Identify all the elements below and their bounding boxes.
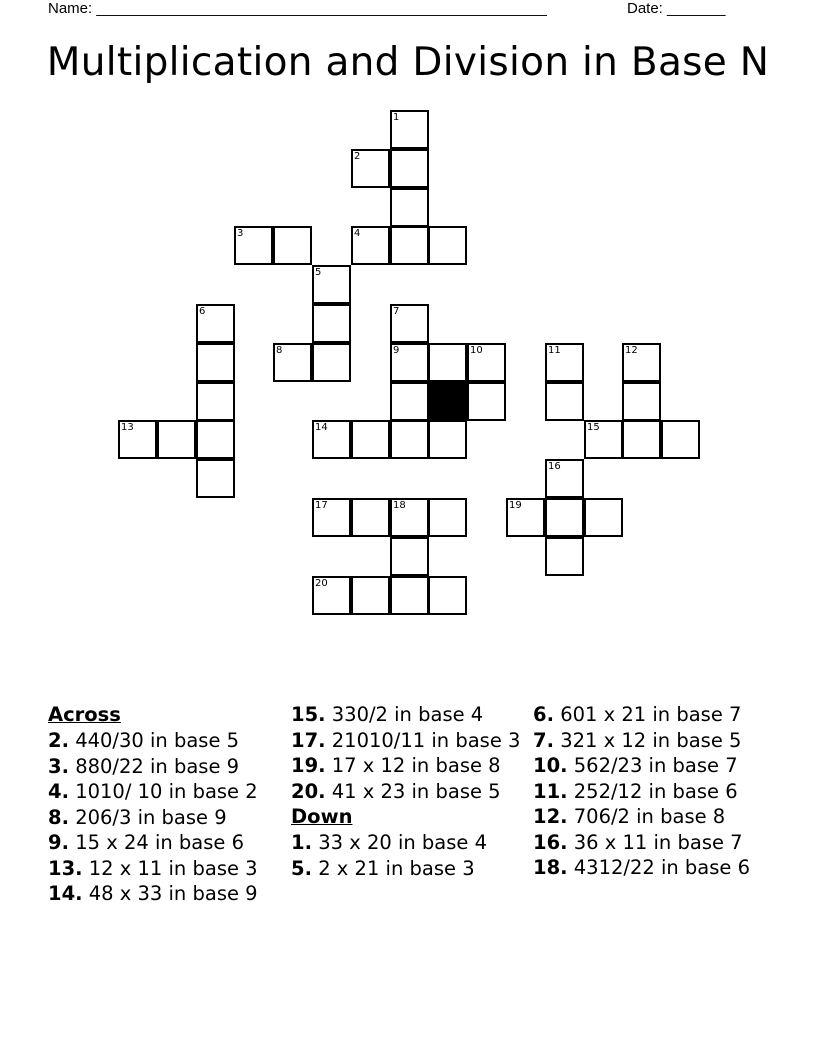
crossword-cell[interactable]: [622, 382, 661, 421]
clue-across-20: [291, 779, 526, 805]
crossword-cell[interactable]: [545, 498, 584, 537]
cell-number: 9: [393, 345, 400, 356]
crossword-cell[interactable]: [157, 420, 196, 459]
clue-column-2: [291, 702, 526, 881]
crossword-cell[interactable]: [351, 149, 390, 188]
crossword-cell[interactable]: [661, 420, 700, 459]
crossword-cell[interactable]: [622, 420, 661, 459]
crossword-cell[interactable]: [467, 343, 506, 382]
crossword-cell[interactable]: [428, 576, 467, 615]
clue-number: 16.: [533, 830, 568, 854]
crossword-cell[interactable]: [428, 498, 467, 537]
crossword-cell[interactable]: [118, 420, 157, 459]
clue-number: 7.: [533, 728, 554, 752]
crossword-cell[interactable]: [351, 498, 390, 537]
crossword-cell[interactable]: [390, 382, 429, 421]
clue-down-11: [533, 779, 758, 805]
clue-number: 14.: [48, 882, 83, 905]
clue-text: 880/22 in base 9: [75, 754, 240, 778]
crossword-cell[interactable]: [273, 343, 312, 382]
crossword-cell[interactable]: [467, 382, 506, 421]
clue-number: 20.: [291, 779, 326, 803]
crossword-cell[interactable]: [545, 459, 584, 498]
clue-text: 206/3 in base 9: [75, 805, 227, 829]
crossword-cell[interactable]: [390, 110, 429, 149]
clue-number: 8.: [48, 805, 69, 829]
crossword-cell[interactable]: [428, 420, 467, 459]
clue-text: 41 x 23 in base 5: [331, 779, 501, 803]
name-field-label: Name: ______________________________________________________: [48, 0, 547, 17]
down-heading: Down: [291, 805, 353, 828]
cell-number: 13: [121, 422, 134, 433]
crossword-cell[interactable]: [545, 537, 584, 576]
clue-column-3: [533, 702, 758, 881]
crossword-cell[interactable]: [390, 537, 429, 576]
crossword-cell[interactable]: [390, 343, 429, 382]
crossword-cell[interactable]: [196, 459, 235, 498]
crossword-cell[interactable]: [312, 576, 351, 615]
crossword-cell[interactable]: [584, 420, 623, 459]
crossword-cell[interactable]: [196, 420, 235, 459]
cell-number: 5: [315, 267, 322, 278]
clue-text: 562/23 in base 7: [573, 754, 738, 777]
clue-across-19: [291, 753, 526, 779]
crossword-cell[interactable]: [390, 188, 429, 227]
crossword-cell[interactable]: [312, 498, 351, 537]
crossword-cell[interactable]: [234, 226, 273, 265]
clue-text: 321 x 12 in base 5: [560, 728, 742, 752]
cell-number: 3: [237, 228, 244, 239]
clue-down-18: [533, 855, 758, 881]
clue-number: 2.: [48, 729, 69, 752]
across-heading: Across: [48, 703, 121, 726]
cell-number: 4: [354, 228, 361, 239]
clue-text: 36 x 11 in base 7: [573, 830, 743, 854]
crossword-cell[interactable]: [351, 226, 390, 265]
crossword-cell[interactable]: [390, 420, 429, 459]
date-field-label: Date: _______: [627, 0, 726, 17]
clue-text: 440/30 in base 5: [75, 729, 240, 752]
clue-number: 12.: [533, 805, 568, 828]
crossword-cell[interactable]: [622, 343, 661, 382]
crossword-cell[interactable]: [196, 382, 235, 421]
crossword-cell[interactable]: [312, 265, 351, 304]
cell-number: 6: [199, 306, 206, 317]
clue-number: 13.: [48, 856, 83, 880]
clue-text: 1010/ 10 in base 2: [75, 780, 258, 803]
clue-text: 48 x 33 in base 9: [88, 882, 258, 905]
clue-number: 3.: [48, 754, 69, 778]
clue-across-13: [48, 856, 283, 882]
clue-across-4: [48, 779, 283, 805]
clue-across-3: [48, 754, 283, 780]
crossword-cell[interactable]: [273, 226, 312, 265]
clue-number: 5.: [291, 856, 312, 880]
crossword-cell[interactable]: [545, 382, 584, 421]
crossword-cell[interactable]: [196, 343, 235, 382]
clue-across-14: [48, 881, 283, 907]
cell-number: 2: [354, 151, 361, 162]
cell-number: 18: [393, 500, 406, 511]
clue-text: 12 x 11 in base 3: [88, 856, 258, 880]
crossword-cell[interactable]: [428, 343, 467, 382]
cell-number: 12: [625, 345, 638, 356]
clue-text: 33 x 20 in base 4: [318, 831, 488, 854]
clue-number: 10.: [533, 754, 568, 777]
cell-number: 1: [393, 112, 400, 123]
clue-text: 2 x 21 in base 3: [318, 856, 475, 880]
crossword-cell[interactable]: [428, 226, 467, 265]
clue-text: 330/2 in base 4: [331, 703, 484, 726]
crossword-cell[interactable]: [390, 226, 429, 265]
clue-down-5: [291, 856, 526, 882]
page-title: Multiplication and Division in Base N: [46, 40, 770, 85]
crossword-cell[interactable]: [545, 343, 584, 382]
clue-number: 4.: [48, 780, 69, 803]
crossword-cell[interactable]: [390, 149, 429, 188]
crossword-cell[interactable]: [312, 304, 351, 343]
cell-number: 7: [393, 306, 400, 317]
clue-down-1: [291, 830, 526, 856]
cell-number: 16: [548, 461, 561, 472]
crossword-cell[interactable]: [351, 576, 390, 615]
cell-number: 15: [587, 422, 600, 433]
crossword-cell[interactable]: [312, 420, 351, 459]
clue-across-15: [291, 702, 526, 728]
clue-down-16: [533, 830, 758, 856]
crossword-cell[interactable]: [390, 576, 429, 615]
cell-number: 11: [548, 345, 561, 356]
clue-down-7: [533, 728, 758, 754]
crossword-cell[interactable]: [390, 498, 429, 537]
crossword-cell[interactable]: [312, 343, 351, 382]
clue-number: 1.: [291, 831, 312, 854]
clue-number: 6.: [533, 703, 554, 726]
clue-text: 4312/22 in base 6: [573, 856, 751, 879]
clue-number: 11.: [533, 779, 568, 803]
clue-across-9: [48, 830, 283, 856]
clue-column-1: [48, 702, 283, 907]
blocked-cell: [428, 382, 467, 421]
crossword-cell[interactable]: [196, 304, 235, 343]
clue-down-10: [533, 753, 758, 779]
cell-number: 19: [509, 500, 522, 511]
clue-down-12: [533, 804, 758, 830]
clue-number: 19.: [291, 754, 326, 777]
cell-number: 14: [315, 422, 328, 433]
clue-text: 15 x 24 in base 6: [75, 831, 245, 854]
crossword-cell[interactable]: [584, 498, 623, 537]
crossword-cell[interactable]: [390, 304, 429, 343]
clue-text: 17 x 12 in base 8: [331, 754, 501, 777]
crossword-cell[interactable]: [506, 498, 545, 537]
cell-number: 8: [276, 345, 283, 356]
clue-down-6: [533, 702, 758, 728]
clue-text: 21010/11 in base 3: [331, 728, 521, 752]
clue-number: 18.: [533, 856, 568, 879]
cell-number: 10: [470, 345, 483, 356]
clue-across-17: [291, 728, 526, 754]
cell-number: 20: [315, 578, 328, 589]
clue-text: 706/2 in base 8: [573, 805, 726, 828]
clue-across-8: [48, 805, 283, 831]
clue-number: 9.: [48, 831, 69, 854]
clue-number: 15.: [291, 703, 326, 726]
crossword-cell[interactable]: [351, 420, 390, 459]
clue-across-2: [48, 728, 283, 754]
clue-number: 17.: [291, 728, 326, 752]
clue-text: 601 x 21 in base 7: [560, 703, 742, 726]
cell-number: 17: [315, 500, 328, 511]
clue-text: 252/12 in base 6: [573, 779, 738, 803]
